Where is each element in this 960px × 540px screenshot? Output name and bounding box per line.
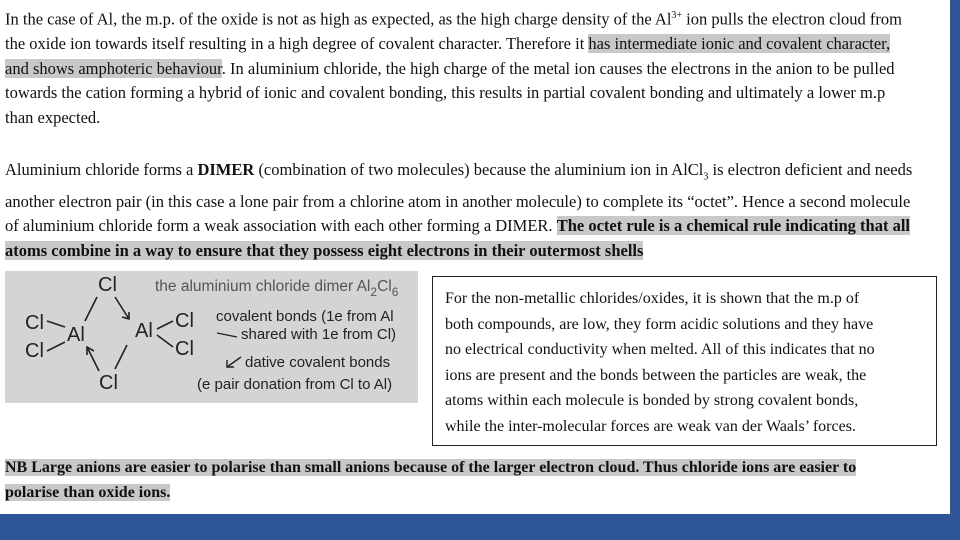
text-line: [5, 4, 945, 32]
highlighted-text: has intermediate ionic and covalent character,: [588, 34, 891, 53]
bond-line: [85, 297, 97, 321]
atom-cl-right-lower: Cl: [175, 338, 194, 360]
highlighted-bold-text: polarise than oxide ions.: [5, 483, 171, 501]
legend-dative-arrow: [227, 357, 241, 367]
bond-line: [47, 342, 65, 351]
text-line: [5, 481, 945, 506]
subscript: 2: [370, 285, 378, 299]
text-line: [5, 456, 945, 481]
bold-text: DIMER: [197, 160, 255, 179]
text-run: (combination of two molecules) because the aluminium ion in AlCl: [254, 160, 704, 179]
highlighted-bold-text: atoms combine in a way to ensure that they possess eight electrons in their outermost shells: [5, 240, 644, 260]
text-run: the aluminium chloride dimer Al: [155, 278, 371, 295]
paragraph-dimer: [5, 158, 945, 263]
text-run: Aluminium chloride forms a: [5, 160, 198, 179]
text-line: [5, 214, 945, 239]
subscript: 6: [391, 285, 399, 299]
bond-line: [47, 321, 65, 327]
paragraph-aluminium-oxide: [5, 4, 945, 130]
dimer-diagram: [5, 271, 418, 403]
subscript: 3: [703, 171, 709, 183]
legend-dative-line2: (e pair donation from Cl to Al): [197, 376, 393, 393]
info-line: while the inter-molecular forces are weak van der Waals’ forces.: [445, 417, 856, 435]
legend-covalent-symbol: [217, 333, 237, 337]
text-run: the oxide ion towards itself resulting in a high degree of covalent character. Therefore it: [5, 34, 589, 53]
diagram-title: [155, 278, 399, 299]
highlighted-text: and shows amphoteric behaviour: [5, 58, 222, 78]
text-line: [5, 32, 945, 57]
superscript: 3+: [671, 10, 683, 21]
highlighted-bold-text: The octet rule is a chemical rule indicating that all: [556, 216, 911, 236]
dative-bond-arrow: [115, 297, 129, 319]
info-line: For the non-metallic chlorides/oxides, it is shown that the m.p of: [445, 290, 860, 307]
text-line: towards the cation forming a hybrid of ionic and covalent bonding, this results in partial covalent bonding and ultimately a lower m.p: [5, 83, 886, 102]
text-run: of aluminium chloride form a weak association with each other forming a DIMER.: [5, 216, 557, 236]
non-metallic-info-box: [432, 276, 937, 446]
atom-al-left: Al: [67, 324, 85, 346]
info-line: ions are present and the bonds between the particles are weak, the: [445, 366, 867, 384]
text-line: another electron pair (in this case a lone pair from a chlorine atom in another molecule) to complete its “octet”. Hence a second molecule: [5, 191, 911, 211]
info-line: atoms within each molecule is bonded by strong covalent bonds,: [445, 392, 859, 409]
info-line: both compounds, are low, they form acidic solutions and they have: [445, 315, 874, 333]
text-line: [5, 57, 945, 82]
bond-line: [157, 335, 173, 347]
text-line: [5, 239, 945, 264]
atom-cl-bottom: Cl: [99, 372, 118, 394]
text-line: than expected.: [5, 107, 101, 127]
atom-cl-left-lower: Cl: [25, 340, 44, 362]
bond-line: [157, 321, 173, 329]
bond-line: [115, 345, 127, 369]
text-run: Cl: [377, 278, 392, 295]
paragraph-nb-polarisation: [5, 456, 945, 505]
highlighted-bold-text: NB Large anions are easier to polarise than small anions because of the larger electron cloud. Thus chloride ions are easier to: [5, 459, 857, 476]
text-run: . In aluminium chloride, the high charge of the metal ion causes the electrons in the anion to be pulled: [221, 58, 895, 78]
legend-covalent-line1: covalent bonds (1e from Al: [216, 308, 394, 325]
text-run: is electron deficient and needs: [708, 160, 913, 179]
legend-dative-line1: dative covalent bonds: [245, 354, 391, 371]
atom-al-right: Al: [135, 320, 153, 342]
text-run: In the case of Al, the m.p. of the oxide is not as high as expected, as the high charge density of the Al: [5, 9, 672, 29]
atom-cl-top: Cl: [98, 274, 117, 296]
text-line: [5, 158, 945, 190]
text-run: ion pulls the electron cloud from: [682, 9, 902, 29]
info-line: no electrical conductivity when melted. All of this indicates that no: [445, 341, 875, 358]
legend-covalent-line2: shared with 1e from Cl): [241, 326, 397, 343]
atom-cl-left-upper: Cl: [25, 312, 44, 334]
atom-cl-right-upper: Cl: [175, 310, 194, 332]
dimer-structure-svg: [5, 271, 418, 403]
